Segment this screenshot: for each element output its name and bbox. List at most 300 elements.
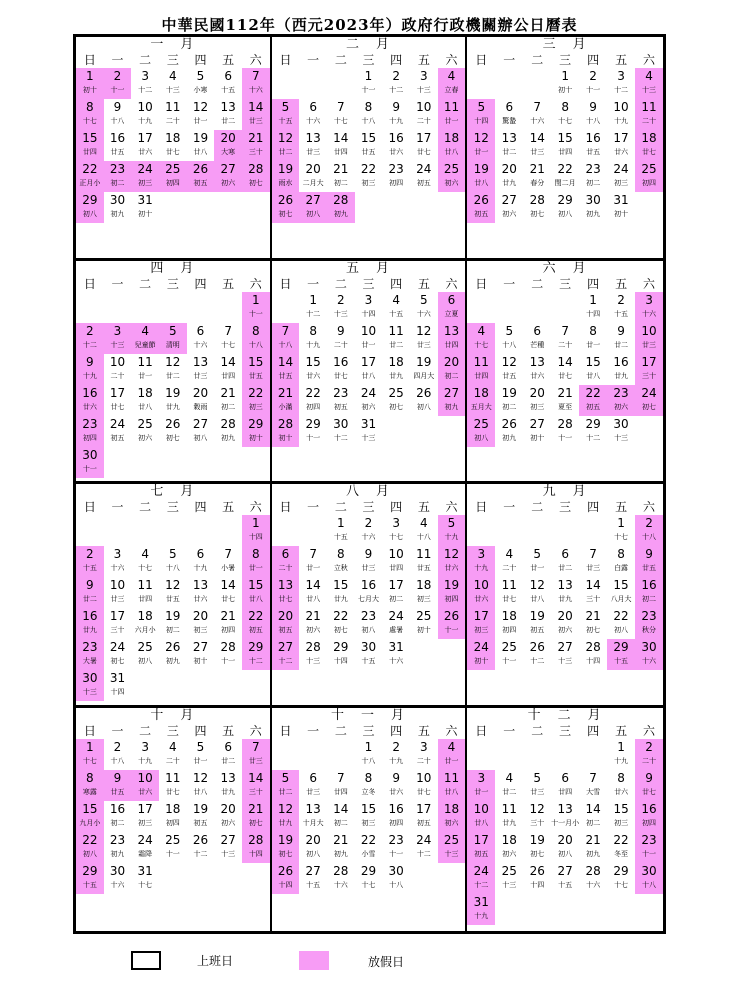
- day-cell: [495, 385, 523, 416]
- empty-cell: [579, 515, 607, 546]
- week-row: [272, 739, 466, 770]
- day-cell: [159, 577, 187, 608]
- month-block: [272, 484, 468, 708]
- day-number: 30: [360, 640, 377, 654]
- day-cell: [355, 639, 383, 670]
- lunar-date: 廿七: [110, 402, 125, 411]
- lunar-date: 立春: [444, 86, 459, 94]
- lunar-date: 大寒: [221, 148, 236, 156]
- lunar-date: 廿八: [248, 595, 263, 603]
- day-cell: [382, 161, 410, 192]
- lunar-date: 廿四: [444, 340, 459, 349]
- empty-cell: [272, 68, 300, 99]
- weekday-label: 三: [362, 276, 375, 291]
- lunar-date: 小暑: [221, 564, 236, 572]
- day-cell: [579, 770, 607, 801]
- week-row: [467, 832, 663, 863]
- day-number: 14: [248, 100, 264, 114]
- lunar-date: 廿八: [306, 595, 321, 603]
- day-number: 14: [585, 578, 601, 592]
- day-cell: [187, 608, 215, 639]
- weekday-label: 日: [475, 723, 488, 738]
- day-cell: [272, 130, 300, 161]
- day-cell: [242, 385, 270, 416]
- day-cell: [467, 323, 495, 354]
- day-cell: [76, 323, 104, 354]
- day-number: 27: [305, 193, 321, 207]
- lunar-date: 十八: [642, 880, 657, 889]
- empty-cell: [214, 515, 242, 546]
- day-number: 23: [82, 640, 98, 654]
- lunar-date: 霜降: [138, 849, 153, 858]
- day-number: 10: [473, 578, 489, 592]
- month-block: [76, 261, 272, 485]
- lunar-date: 十九: [306, 340, 321, 349]
- lunar-date: 廿六: [389, 148, 404, 156]
- lunar-date: 十五: [614, 309, 629, 318]
- week-row: [76, 161, 270, 192]
- day-cell: [523, 577, 551, 608]
- day-number: 15: [248, 354, 264, 369]
- day-cell: [355, 801, 383, 832]
- month-name: 二 月: [345, 37, 391, 52]
- day-cell: [635, 577, 663, 608]
- lunar-date: 廿九: [614, 371, 629, 380]
- day-number: 26: [443, 609, 460, 623]
- empty-cell: [467, 292, 495, 323]
- day-number: 4: [645, 69, 653, 83]
- day-cell: [607, 354, 635, 385]
- lunar-date: 初三: [416, 595, 431, 603]
- day-number: 24: [109, 416, 126, 431]
- lunar-date: 十三: [502, 880, 517, 889]
- calendar-title: 中華民國112年（西元2023年）政府行政機關辦公日曆表: [161, 16, 578, 34]
- weekday-label: 三: [559, 276, 572, 291]
- day-number: 17: [473, 609, 489, 623]
- weekday-label: 四: [194, 723, 207, 738]
- lunar-date: 十五: [558, 880, 573, 889]
- day-number: 9: [364, 547, 373, 561]
- lunar-date: 十八: [586, 117, 601, 125]
- week-row: [272, 801, 466, 832]
- week-row: [76, 354, 270, 385]
- day-number: 2: [113, 69, 122, 83]
- day-cell: [159, 385, 187, 416]
- day-number: 24: [137, 162, 153, 176]
- week-row: [76, 292, 270, 323]
- day-cell: [76, 770, 104, 801]
- lunar-date: 十一: [165, 849, 180, 858]
- lunar-date: 十三: [361, 433, 376, 442]
- lunar-date: 廿四: [389, 564, 404, 572]
- day-cell: [159, 354, 187, 385]
- day-number: 1: [364, 739, 373, 754]
- empty-cell: [131, 515, 159, 546]
- empty-cell: [104, 447, 132, 478]
- day-cell: [635, 639, 663, 670]
- lunar-date: 十九: [138, 117, 153, 125]
- lunar-date: 十九: [82, 371, 97, 380]
- day-cell: [551, 801, 579, 832]
- day-cell: [523, 354, 551, 385]
- lunar-date: 初三: [361, 818, 376, 827]
- lunar-date: 閏二月: [554, 179, 576, 187]
- day-cell: [76, 161, 104, 192]
- day-cell: [131, 323, 159, 354]
- day-number: 10: [137, 770, 153, 785]
- day-number: 1: [617, 516, 625, 530]
- lunar-date: 廿六: [138, 787, 153, 796]
- week-row: [467, 801, 663, 832]
- day-number: 9: [645, 770, 653, 785]
- lunar-date: 十八: [110, 756, 125, 765]
- lunar-date: 初四: [165, 179, 180, 187]
- week-row: [467, 416, 663, 447]
- lunar-date: 雨水: [278, 179, 293, 187]
- lunar-date: 初七: [586, 626, 601, 634]
- day-number: 23: [585, 162, 601, 176]
- day-cell: [327, 292, 355, 323]
- lunar-date: 廿七: [642, 787, 657, 796]
- lunar-date: 初十: [474, 657, 489, 665]
- lunar-date: 初十: [416, 626, 431, 634]
- day-cell: [523, 385, 551, 416]
- lunar-date: 廿九: [502, 818, 517, 827]
- day-number: 23: [82, 416, 98, 431]
- lunar-date: 廿九: [333, 595, 348, 603]
- empty-cell: [523, 292, 551, 323]
- empty-cell: [579, 894, 607, 925]
- day-cell: [187, 639, 215, 670]
- day-cell: [635, 292, 663, 323]
- week-row: [272, 192, 466, 223]
- lunar-date: 廿四: [138, 595, 153, 603]
- lunar-date: 廿六: [306, 371, 321, 380]
- lunar-date: 廿一: [474, 787, 489, 796]
- lunar-date: 兒童節: [134, 340, 156, 349]
- day-cell: [131, 639, 159, 670]
- day-number: 25: [137, 640, 153, 654]
- day-number: 23: [333, 385, 349, 400]
- day-cell: [467, 385, 495, 416]
- day-cell: [76, 739, 104, 770]
- day-number: 16: [82, 385, 98, 400]
- day-number: 26: [277, 863, 294, 878]
- day-number: 5: [477, 100, 486, 114]
- day-cell: [272, 863, 300, 894]
- day-number: 7: [309, 547, 317, 561]
- day-number: 22: [360, 832, 377, 847]
- day-cell: [327, 416, 355, 447]
- day-cell: [272, 99, 300, 130]
- day-cell: [214, 416, 242, 447]
- day-number: 3: [141, 739, 149, 754]
- lunar-date: 初三: [530, 402, 545, 411]
- day-cell: [131, 608, 159, 639]
- lunar-date: 初八: [82, 849, 97, 858]
- day-cell: [187, 323, 215, 354]
- day-cell: [410, 801, 438, 832]
- day-number: 28: [220, 640, 236, 654]
- weekday-label: 二: [139, 53, 152, 67]
- day-cell: [635, 323, 663, 354]
- day-number: 15: [360, 131, 377, 145]
- empty-cell: [242, 863, 270, 894]
- lunar-date: 廿八: [530, 595, 545, 603]
- day-number: 6: [309, 770, 317, 785]
- month-block: [76, 37, 272, 261]
- lunar-date: 二十: [642, 756, 657, 765]
- day-number: 18: [641, 131, 657, 145]
- day-cell: [607, 385, 635, 416]
- day-cell: [579, 161, 607, 192]
- week-row: [467, 323, 663, 354]
- day-cell: [438, 515, 466, 546]
- day-number: 13: [305, 131, 321, 145]
- empty-cell: [438, 863, 466, 894]
- day-number: 25: [501, 863, 517, 878]
- day-number: 14: [333, 801, 349, 816]
- day-cell: [495, 323, 523, 354]
- day-number: 4: [141, 547, 149, 561]
- weekday-label: 二: [334, 53, 347, 67]
- lunar-date: 十七: [361, 880, 376, 889]
- day-cell: [104, 130, 132, 161]
- week-row: [76, 99, 270, 130]
- lunar-date: 十七: [138, 564, 153, 572]
- lunar-date: 廿一: [444, 756, 459, 765]
- day-cell: [272, 385, 300, 416]
- lunar-date: 廿七: [165, 148, 180, 156]
- day-number: 28: [220, 416, 236, 431]
- lunar-date: 十三: [614, 433, 629, 442]
- day-number: 12: [529, 801, 545, 816]
- lunar-date: 清明: [165, 340, 180, 349]
- empty-cell: [76, 292, 104, 323]
- weekday-header: [76, 53, 270, 68]
- day-number: 4: [420, 516, 428, 530]
- day-cell: [104, 770, 132, 801]
- day-number: 3: [392, 516, 400, 530]
- lunar-date: 十六: [248, 86, 263, 94]
- day-number: 19: [473, 162, 489, 176]
- weekday-label: 五: [417, 53, 430, 67]
- lunar-date: 初五: [586, 402, 601, 411]
- day-number: 4: [477, 323, 486, 338]
- empty-cell: [579, 739, 607, 770]
- weekday-label: 六: [249, 53, 262, 67]
- day-cell: [76, 68, 104, 99]
- weekday-header: [467, 53, 663, 68]
- day-number: 22: [333, 609, 349, 623]
- lunar-date: 十四: [278, 880, 293, 889]
- empty-cell: [467, 739, 495, 770]
- day-number: 3: [364, 292, 373, 307]
- month-name: 五 月: [345, 260, 391, 276]
- day-cell: [551, 577, 579, 608]
- day-number: 6: [224, 69, 232, 83]
- weekday-label: 四: [194, 276, 207, 291]
- day-number: 5: [533, 770, 542, 785]
- lunar-date: 廿三: [306, 787, 321, 796]
- lunar-date: 初六: [306, 626, 321, 634]
- lunar-date: 寒露: [82, 787, 97, 796]
- lunar-date: 廿二: [165, 371, 180, 380]
- day-number: 29: [613, 640, 629, 654]
- week-row: [467, 68, 663, 99]
- empty-cell: [299, 739, 327, 770]
- lunar-date: 十七: [138, 880, 153, 889]
- weekday-label: 一: [503, 500, 516, 514]
- day-cell: [579, 863, 607, 894]
- lunar-date: 十六: [193, 340, 208, 349]
- day-number: 14: [220, 354, 236, 369]
- week-row: [76, 832, 270, 863]
- lunar-date: 二十: [165, 117, 180, 125]
- day-cell: [635, 130, 663, 161]
- lunar-date: 十一: [82, 464, 97, 473]
- empty-cell: [495, 292, 523, 323]
- day-cell: [76, 832, 104, 863]
- day-cell: [187, 577, 215, 608]
- day-number: 15: [82, 801, 98, 816]
- day-cell: [579, 385, 607, 416]
- day-number: 9: [86, 578, 94, 592]
- lunar-date: 十二: [530, 657, 545, 665]
- day-number: 6: [505, 100, 514, 114]
- lunar-date: 三十: [248, 148, 263, 156]
- day-number: 13: [501, 131, 517, 145]
- lunar-date: 初六: [221, 179, 236, 187]
- day-cell: [382, 577, 410, 608]
- month-block: [272, 261, 468, 485]
- weekday-label: 三: [559, 723, 572, 738]
- lunar-date: 廿八: [586, 371, 601, 380]
- month-block: [272, 708, 468, 932]
- week-row: [467, 354, 663, 385]
- day-cell: [382, 354, 410, 385]
- day-cell: [159, 323, 187, 354]
- day-cell: [551, 416, 579, 447]
- day-cell: [438, 161, 466, 192]
- day-cell: [551, 863, 579, 894]
- legend-holiday-swatch: [299, 951, 329, 970]
- day-number: 6: [309, 100, 317, 114]
- day-number: 13: [557, 801, 573, 816]
- weekday-label: 五: [417, 500, 430, 514]
- lunar-date: 初二: [642, 595, 657, 603]
- day-number: 25: [501, 640, 517, 654]
- day-number: 14: [220, 578, 236, 592]
- day-number: 16: [641, 801, 657, 816]
- empty-cell: [159, 670, 187, 701]
- day-cell: [410, 385, 438, 416]
- weekday-label: 六: [249, 500, 262, 514]
- weekday-label: 五: [615, 500, 628, 514]
- day-number: 24: [416, 162, 432, 176]
- day-number: 30: [82, 447, 98, 462]
- day-cell: [382, 130, 410, 161]
- day-cell: [272, 161, 300, 192]
- day-number: 26: [192, 162, 209, 176]
- lunar-date: 十一: [444, 626, 459, 634]
- day-number: 26: [416, 385, 432, 400]
- lunar-date: 廿六: [530, 371, 545, 380]
- weekday-header: [76, 724, 270, 739]
- day-cell: [355, 130, 383, 161]
- day-number: 10: [416, 100, 432, 114]
- lunar-date: 初五: [530, 626, 545, 634]
- day-cell: [607, 608, 635, 639]
- day-number: 28: [585, 863, 601, 878]
- day-cell: [214, 130, 242, 161]
- day-number: 12: [501, 354, 517, 369]
- day-number: 9: [392, 770, 400, 785]
- lunar-date: 十四: [361, 309, 376, 318]
- day-number: 15: [613, 801, 629, 816]
- day-number: 22: [613, 832, 629, 847]
- empty-cell: [214, 192, 242, 223]
- lunar-date: 廿九: [82, 626, 97, 634]
- day-number: 12: [529, 578, 545, 592]
- lunar-date: 初六: [558, 626, 573, 634]
- lunar-date: 十六: [642, 309, 657, 318]
- day-number: 23: [109, 832, 126, 847]
- empty-cell: [523, 68, 551, 99]
- day-number: 20: [305, 162, 321, 176]
- day-number: 6: [447, 292, 456, 307]
- day-cell: [131, 130, 159, 161]
- day-number: 16: [388, 131, 404, 145]
- empty-cell: [159, 863, 187, 894]
- lunar-date: 十五: [361, 657, 376, 665]
- weekday-header: [272, 277, 466, 292]
- day-number: 5: [505, 323, 514, 338]
- week-row: [76, 670, 270, 701]
- day-number: 11: [473, 354, 489, 369]
- lunar-date: 初五: [248, 626, 263, 634]
- day-cell: [327, 863, 355, 894]
- day-number: 26: [277, 193, 294, 207]
- lunar-date: 初九: [165, 657, 180, 665]
- empty-cell: [242, 447, 270, 478]
- empty-cell: [551, 515, 579, 546]
- day-number: 4: [447, 739, 456, 754]
- empty-cell: [382, 416, 410, 447]
- day-cell: [327, 577, 355, 608]
- day-cell: [159, 416, 187, 447]
- lunar-date: 初二: [221, 402, 236, 411]
- day-cell: [104, 323, 132, 354]
- empty-cell: [187, 192, 215, 223]
- lunar-date: 廿九: [558, 595, 573, 603]
- weekday-label: 五: [222, 500, 235, 514]
- day-cell: [76, 863, 104, 894]
- day-cell: [104, 832, 132, 863]
- day-number: 11: [137, 578, 153, 592]
- lunar-date: 初八: [193, 433, 208, 442]
- day-cell: [607, 192, 635, 223]
- lunar-date: 初九: [502, 433, 517, 442]
- day-cell: [327, 130, 355, 161]
- lunar-date: 初九: [110, 210, 125, 218]
- day-cell: [104, 670, 132, 701]
- week-row: [467, 639, 663, 670]
- day-number: 6: [224, 739, 232, 754]
- lunar-date: 十三: [416, 86, 431, 94]
- week-row: [467, 770, 663, 801]
- day-cell: [382, 68, 410, 99]
